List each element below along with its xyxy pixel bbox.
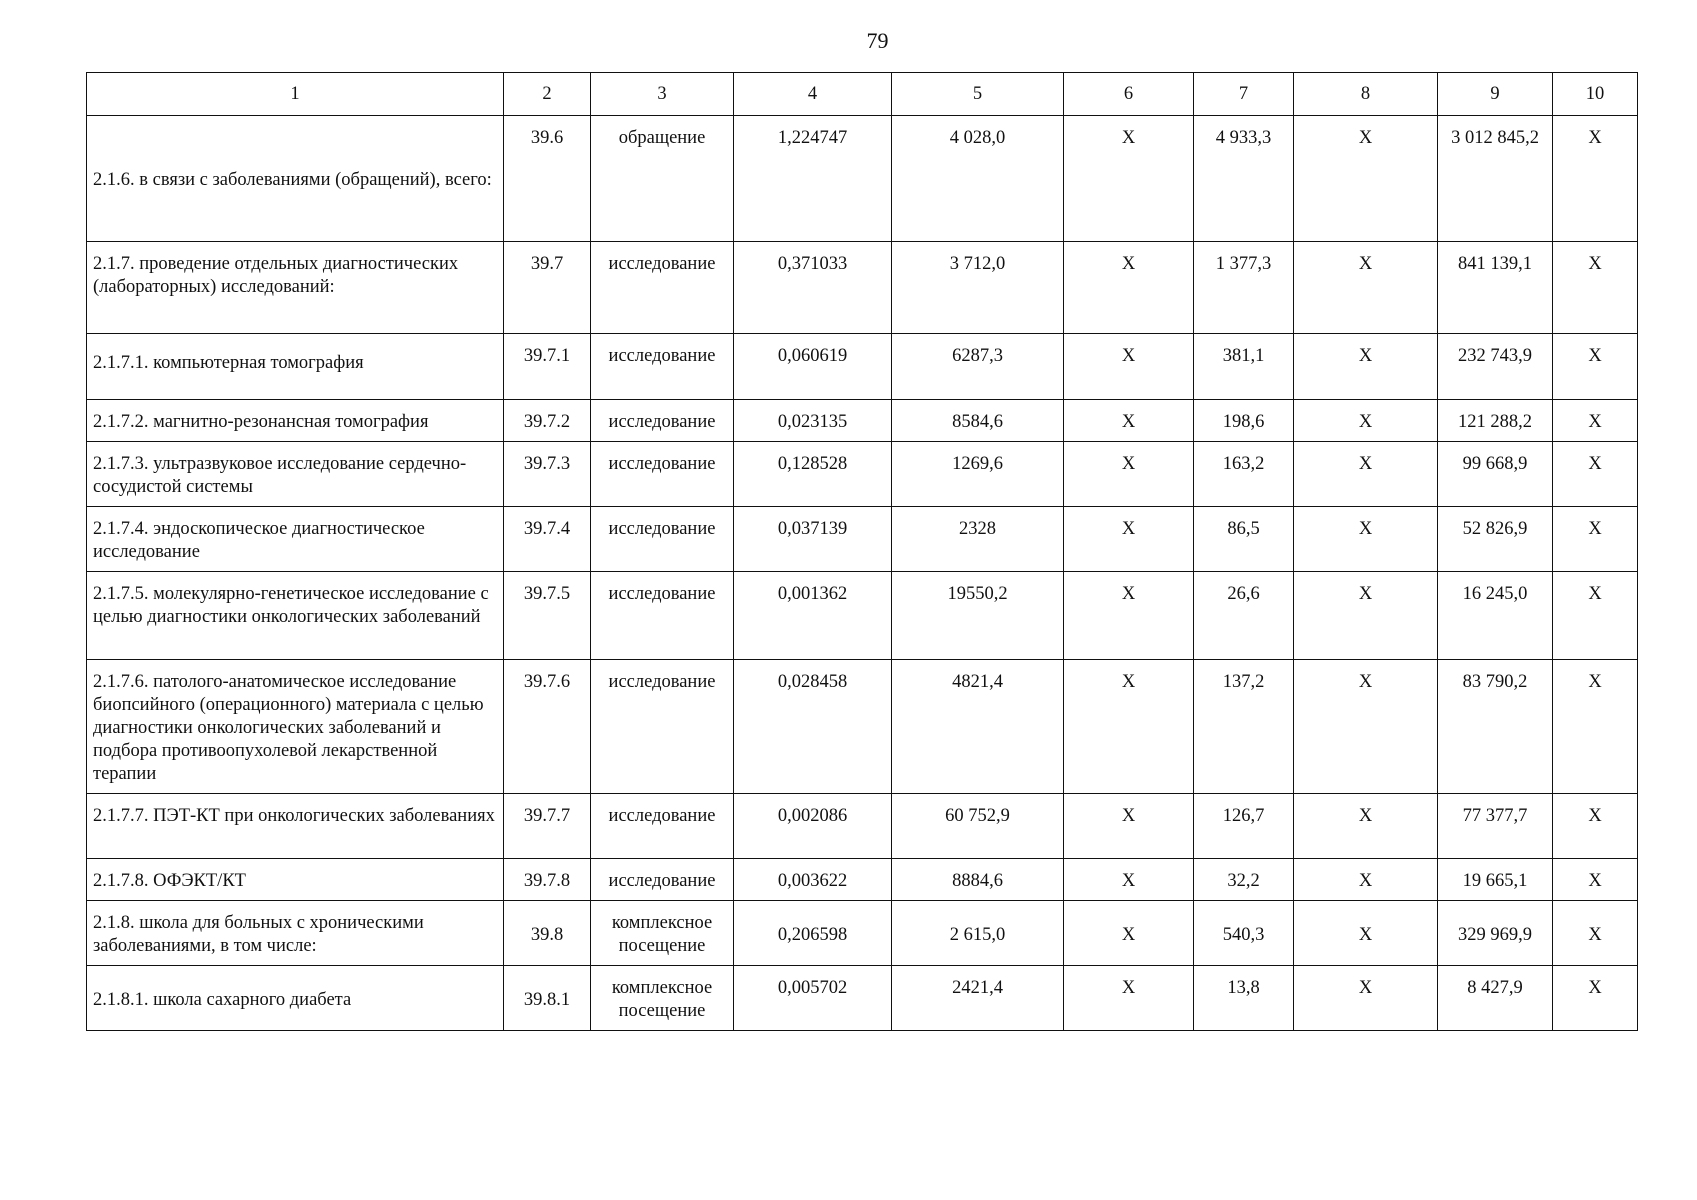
row-value-cell: Х xyxy=(1294,507,1438,572)
row-value-cell: 2421,4 xyxy=(892,966,1064,1031)
row-value-cell: 4821,4 xyxy=(892,660,1064,794)
row-code-cell: 39.8.1 xyxy=(504,966,591,1031)
row-unit-cell: исследование xyxy=(591,400,734,442)
row-value-cell: Х xyxy=(1064,966,1194,1031)
row-value-cell: Х xyxy=(1064,572,1194,660)
row-unit-cell: исследование xyxy=(591,794,734,859)
column-header: 5 xyxy=(892,73,1064,116)
table-row xyxy=(87,660,1638,794)
row-value-cell: 83 790,2 xyxy=(1438,660,1553,794)
row-value-cell: Х xyxy=(1553,507,1638,572)
row-value-cell: 77 377,7 xyxy=(1438,794,1553,859)
row-value-cell: Х xyxy=(1553,966,1638,1031)
row-value-cell: Х xyxy=(1294,334,1438,400)
row-value-cell: Х xyxy=(1294,859,1438,901)
row-code-cell: 39.7.6 xyxy=(504,660,591,794)
row-value-cell: 8884,6 xyxy=(892,859,1064,901)
row-name-cell: 2.1.8.1. школа сахарного диабета xyxy=(87,966,504,1031)
column-header: 1 xyxy=(87,73,504,116)
row-value-cell: 232 743,9 xyxy=(1438,334,1553,400)
row-value-cell: 19550,2 xyxy=(892,572,1064,660)
row-value-cell: 0,060619 xyxy=(734,334,892,400)
row-unit-cell: исследование xyxy=(591,334,734,400)
row-value-cell: 8584,6 xyxy=(892,400,1064,442)
row-value-cell: 0,128528 xyxy=(734,442,892,507)
row-code-cell: 39.6 xyxy=(504,116,591,242)
row-unit-cell: исследование xyxy=(591,572,734,660)
row-value-cell: 1269,6 xyxy=(892,442,1064,507)
row-value-cell: 99 668,9 xyxy=(1438,442,1553,507)
row-value-cell: Х xyxy=(1064,660,1194,794)
row-unit-cell: исследование xyxy=(591,242,734,334)
row-value-cell: Х xyxy=(1553,334,1638,400)
table-row xyxy=(87,116,1638,242)
row-value-cell: 329 969,9 xyxy=(1438,901,1553,966)
row-value-cell: 16 245,0 xyxy=(1438,572,1553,660)
row-value-cell: 13,8 xyxy=(1194,966,1294,1031)
row-value-cell: Х xyxy=(1294,242,1438,334)
row-value-cell: 121 288,2 xyxy=(1438,400,1553,442)
row-value-cell: Х xyxy=(1553,901,1638,966)
row-value-cell: Х xyxy=(1294,966,1438,1031)
row-unit-cell: исследование xyxy=(591,859,734,901)
column-header: 4 xyxy=(734,73,892,116)
row-value-cell: 126,7 xyxy=(1194,794,1294,859)
row-value-cell: 4 028,0 xyxy=(892,116,1064,242)
row-unit-cell: исследование xyxy=(591,660,734,794)
row-value-cell: 52 826,9 xyxy=(1438,507,1553,572)
row-name-cell: 2.1.7.5. молекулярно-генетическое исследование с целью диагностики онкологических заболеваний xyxy=(87,572,504,660)
row-value-cell: Х xyxy=(1064,242,1194,334)
row-value-cell: Х xyxy=(1294,442,1438,507)
row-value-cell: 26,6 xyxy=(1194,572,1294,660)
row-code-cell: 39.7.7 xyxy=(504,794,591,859)
row-value-cell: 0,206598 xyxy=(734,901,892,966)
row-name-cell: 2.1.7.7. ПЭТ-КТ при онкологических заболеваниях xyxy=(87,794,504,859)
row-value-cell: Х xyxy=(1064,442,1194,507)
row-code-cell: 39.7.5 xyxy=(504,572,591,660)
row-value-cell: 0,023135 xyxy=(734,400,892,442)
row-unit-cell: комплексное посещение xyxy=(591,966,734,1031)
table-row xyxy=(87,242,1638,334)
row-unit-cell: исследование xyxy=(591,442,734,507)
row-value-cell: Х xyxy=(1553,859,1638,901)
row-value-cell: 8 427,9 xyxy=(1438,966,1553,1031)
row-code-cell: 39.7.3 xyxy=(504,442,591,507)
row-unit-cell: комплексное посещение xyxy=(591,901,734,966)
row-value-cell: Х xyxy=(1553,400,1638,442)
row-unit-cell: исследование xyxy=(591,507,734,572)
row-value-cell: Х xyxy=(1553,794,1638,859)
row-code-cell: 39.7.8 xyxy=(504,859,591,901)
row-value-cell: 3 012 845,2 xyxy=(1438,116,1553,242)
row-value-cell: 198,6 xyxy=(1194,400,1294,442)
row-value-cell: Х xyxy=(1553,116,1638,242)
table-row xyxy=(87,507,1638,572)
table-row xyxy=(87,859,1638,901)
row-unit-cell: обращение xyxy=(591,116,734,242)
row-value-cell: 6287,3 xyxy=(892,334,1064,400)
row-name-cell: 2.1.7.4. эндоскопическое диагностическое исследование xyxy=(87,507,504,572)
row-value-cell: Х xyxy=(1294,794,1438,859)
row-name-cell: 2.1.7. проведение отдельных диагностических (лабораторных) исследований: xyxy=(87,242,504,334)
row-name-cell: 2.1.7.6. патолого-анатомическое исследование биопсийного (операционного) материала с целью диагностики онкологических заболеваний и подбора противоопухолевой лекарственной терапии xyxy=(87,660,504,794)
row-value-cell: Х xyxy=(1553,442,1638,507)
row-value-cell: 1,224747 xyxy=(734,116,892,242)
table-row xyxy=(87,400,1638,442)
row-value-cell: 4 933,3 xyxy=(1194,116,1294,242)
row-code-cell: 39.8 xyxy=(504,901,591,966)
column-header: 8 xyxy=(1294,73,1438,116)
row-name-cell: 2.1.6. в связи с заболеваниями (обращений), всего: xyxy=(87,116,504,242)
row-value-cell: Х xyxy=(1294,572,1438,660)
table-row xyxy=(87,572,1638,660)
row-value-cell: Х xyxy=(1064,794,1194,859)
column-header: 2 xyxy=(504,73,591,116)
row-name-cell: 2.1.7.8. ОФЭКТ/КТ xyxy=(87,859,504,901)
row-value-cell: Х xyxy=(1294,660,1438,794)
table-header-row xyxy=(87,73,1638,116)
row-value-cell: 0,037139 xyxy=(734,507,892,572)
row-value-cell: Х xyxy=(1294,116,1438,242)
row-value-cell: 163,2 xyxy=(1194,442,1294,507)
row-value-cell: Х xyxy=(1064,507,1194,572)
row-code-cell: 39.7.4 xyxy=(504,507,591,572)
row-value-cell: 0,028458 xyxy=(734,660,892,794)
row-name-cell: 2.1.8. школа для больных с хроническими заболеваниями, в том числе: xyxy=(87,901,504,966)
column-header: 3 xyxy=(591,73,734,116)
row-value-cell: 0,002086 xyxy=(734,794,892,859)
row-code-cell: 39.7.1 xyxy=(504,334,591,400)
table-row xyxy=(87,966,1638,1031)
row-value-cell: Х xyxy=(1553,572,1638,660)
row-value-cell: Х xyxy=(1064,400,1194,442)
row-value-cell: Х xyxy=(1553,242,1638,334)
row-value-cell: 19 665,1 xyxy=(1438,859,1553,901)
row-code-cell: 39.7 xyxy=(504,242,591,334)
row-value-cell: Х xyxy=(1064,859,1194,901)
table-row xyxy=(87,442,1638,507)
row-value-cell: 0,371033 xyxy=(734,242,892,334)
column-header: 9 xyxy=(1438,73,1553,116)
row-value-cell: 137,2 xyxy=(1194,660,1294,794)
row-value-cell: 1 377,3 xyxy=(1194,242,1294,334)
column-header: 7 xyxy=(1194,73,1294,116)
row-value-cell: Х xyxy=(1064,901,1194,966)
row-value-cell: 3 712,0 xyxy=(892,242,1064,334)
row-value-cell: 381,1 xyxy=(1194,334,1294,400)
table-row xyxy=(87,334,1638,400)
page-number: 79 xyxy=(866,28,889,53)
row-code-cell: 39.7.2 xyxy=(504,400,591,442)
row-value-cell: 60 752,9 xyxy=(892,794,1064,859)
row-name-cell: 2.1.7.3. ультразвуковое исследование сердечно-сосудистой системы xyxy=(87,442,504,507)
row-value-cell: Х xyxy=(1064,116,1194,242)
row-value-cell: Х xyxy=(1294,400,1438,442)
column-header: 10 xyxy=(1553,73,1638,116)
row-value-cell: Х xyxy=(1553,660,1638,794)
row-value-cell: 841 139,1 xyxy=(1438,242,1553,334)
row-value-cell: 0,005702 xyxy=(734,966,892,1031)
table-row xyxy=(87,794,1638,859)
row-value-cell: Х xyxy=(1064,334,1194,400)
row-value-cell: 86,5 xyxy=(1194,507,1294,572)
row-value-cell: 0,001362 xyxy=(734,572,892,660)
row-value-cell: Х xyxy=(1294,901,1438,966)
row-value-cell: 2328 xyxy=(892,507,1064,572)
row-name-cell: 2.1.7.1. компьютерная томография xyxy=(87,334,504,400)
table-row xyxy=(87,901,1638,966)
row-value-cell: 540,3 xyxy=(1194,901,1294,966)
row-value-cell: 2 615,0 xyxy=(892,901,1064,966)
data-table xyxy=(86,72,1638,1031)
row-value-cell: 32,2 xyxy=(1194,859,1294,901)
row-value-cell: 0,003622 xyxy=(734,859,892,901)
row-name-cell: 2.1.7.2. магнитно-резонансная томография xyxy=(87,400,504,442)
column-header: 6 xyxy=(1064,73,1194,116)
